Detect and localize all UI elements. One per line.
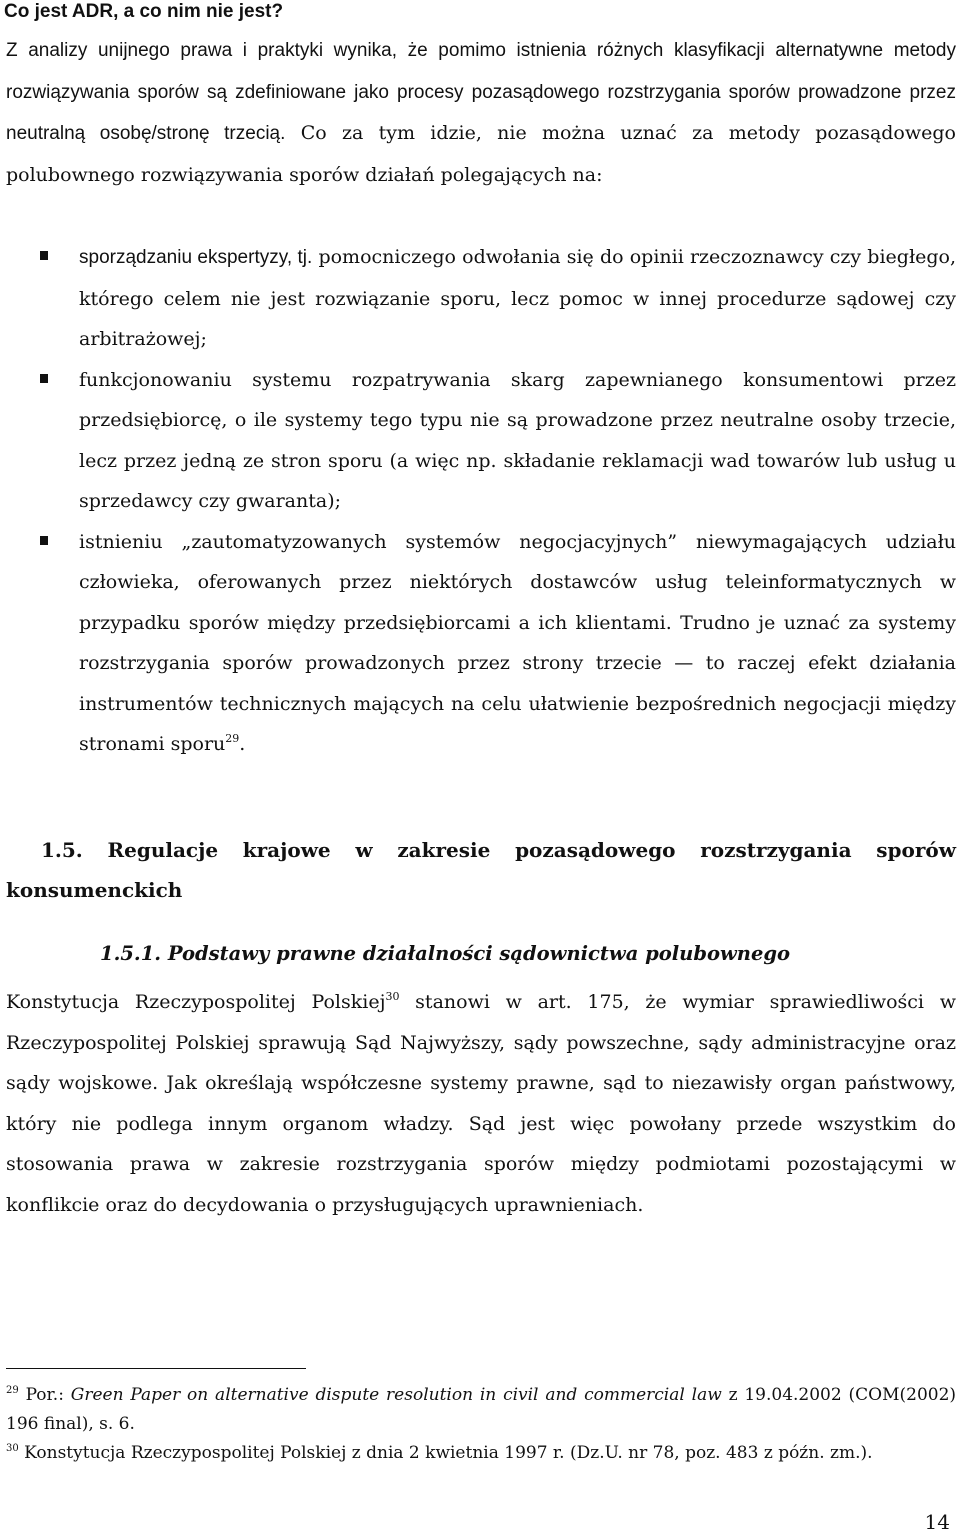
footnote-30 xyxy=(6,1439,956,1468)
section-word: w xyxy=(355,838,373,862)
bullet-text: Trudno je uznać za systemy rozstrzygania sporów prowadzonych przez strony trzecie — to raczej efekt działania instrumentów technicznych mających na celu ułatwienie bezpośrednich negocjacji między stronami sporu xyxy=(79,611,957,755)
body-text: stanowi w art. 175, że wymiar sprawiedliwości w Rzeczypospolitej Polskiej sprawują Sąd Najwyższy, sądy powszechne, sądy administracyjne oraz sądy wojskowe. Jak określają współczesne systemy prawne, sąd to niezawisły organ państwowy, który nie podlega innym organom władzy. Sąd jest więc powołany przede wszystkim do stosowania prawa w zakresie rozstrzygania sporów między podmiotami pozostającymi w konflikcie oraz do decydowania o przysługujących uprawnieniach. xyxy=(6,991,956,1216)
section-heading-line xyxy=(6,830,956,870)
section-number: 1.5. xyxy=(41,838,83,862)
section-word: zakresie xyxy=(397,838,491,862)
footnote-ref: 29 xyxy=(225,732,240,745)
square-bullet-icon xyxy=(40,251,48,260)
page-number: 14 xyxy=(924,1510,950,1534)
footnote-number: 29 xyxy=(6,1385,19,1396)
section-word: sporów xyxy=(876,838,956,862)
body-text: Konstytucja Rzeczypospolitej Polskiej xyxy=(6,991,386,1013)
square-bullet-icon xyxy=(40,374,48,383)
bullet-text: pomocniczego odwołania się do opinii rzeczoznawcy czy biegłego, którego celem nie jest rozwiązanie sporu, lecz pomoc w innej procedurze sądowej czy arbitrażowej; xyxy=(79,246,956,350)
subsection-heading: 1.5.1. Podstawy prawne działalności sądownictwa polubownego xyxy=(100,942,790,965)
page-heading: Co jest ADR, a co nim nie jest? xyxy=(4,1,284,22)
bullet-item-complaints xyxy=(0,360,956,522)
section-word: rozstrzygania xyxy=(700,838,852,862)
bullet-text: sporządzaniu ekspertyzy, tj. xyxy=(79,247,313,268)
footnote-29 xyxy=(6,1381,956,1439)
bullet-text: składanie reklamacji wad towarów lub usług u sprzedawcy czy gwaranta); xyxy=(79,449,956,512)
footnote-ref: 30 xyxy=(385,990,400,1003)
footnote-text: Por.: xyxy=(25,1385,71,1405)
section-heading xyxy=(6,830,956,910)
body-paragraph xyxy=(6,982,956,1225)
footnote-text: z 19.04.2002 (COM(2002) 196 final), s. 6. xyxy=(6,1385,957,1434)
footnote-title: Green Paper on alternative dispute resolution in civil and commercial law xyxy=(70,1385,722,1405)
bullet-text: funkcjonowaniu systemu rozpatrywania skarg zapewnianego konsumentowi przez przedsiębiorcę, o ile systemy tego typu nie są prowadzone przez neutralne osoby trzecie, lecz przez jedną ze stron sporu (a więc np. xyxy=(79,368,956,472)
bullet-item-automated xyxy=(0,522,956,765)
section-word: krajowe xyxy=(242,838,331,862)
footnote-text: Konstytucja Rzeczypospolitej Polskiej z dnia 2 kwietnia 1997 r. (Dz.U. nr 78, poz. 483 z późn. zm.). xyxy=(24,1443,873,1463)
intro-serif-text: Co za tym idzie, nie można uznać za metody pozasądowego polubownego rozwiązywania sporów działań polegających na: xyxy=(6,122,956,186)
bullet-list xyxy=(0,237,956,765)
section-word: Regulacje xyxy=(107,838,219,862)
footnote-number: 30 xyxy=(6,1443,19,1454)
bullet-text: . xyxy=(239,733,246,755)
square-bullet-icon xyxy=(40,536,48,545)
bullet-text: istnieniu „zautomatyzowanych systemów negocjacyjnych” niewymagających udziału człowieka, oferowanych przez niektórych dostawców usług teleinformatycznych w przypadku sporów między przedsiębiorcami a ich klientami. xyxy=(79,530,956,634)
bullet-item-expertise xyxy=(0,237,956,360)
intro-sans-text: Z analizy unijnego prawa i praktyki wynika, że pomimo istnienia różnych klasyfikacji alternatywne metody rozwiązywania sporów są zdefiniowane jako procesy pozasądowego rozstrzygania sporów prowadzone przez neutralną osobę/stronę trzecią. xyxy=(6,40,956,144)
section-heading-last-line: konsumenckich xyxy=(6,878,183,902)
intro-paragraph xyxy=(6,30,956,195)
footnote-separator xyxy=(6,1368,306,1369)
section-word: pozasądowego xyxy=(515,838,676,862)
